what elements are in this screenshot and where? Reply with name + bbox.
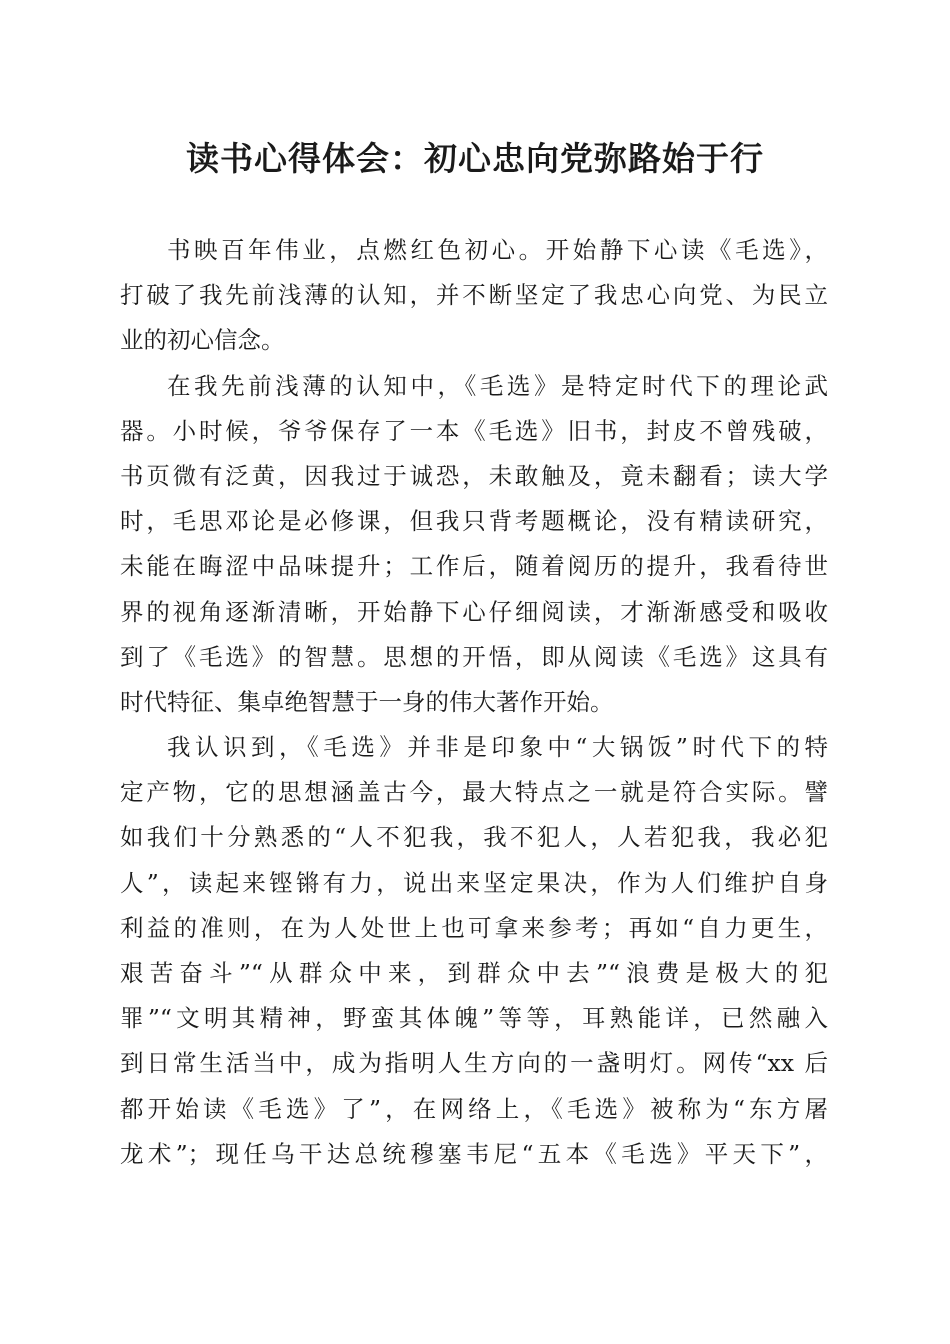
paragraph [120,725,828,1177]
text-line: 在我先前浅薄的认知中，《毛选》是特定时代下的理论武 [167,371,828,400]
paragraph [120,228,828,364]
text-line: 如我们十分熟悉的“人不犯我，我不犯人，人若犯我，我必犯 [120,823,828,852]
text-line: 我认识到，《毛选》并非是印象中“大锅饭”时代下的特 [167,733,828,762]
text-line: 未能在晦涩中品味提升；工作后，随着阅历的提升，我看待世 [120,552,828,581]
text-line: 书映百年伟业，点燃红色初心。开始静下心读《毛选》， [167,236,828,264]
text-line: 都开始读《毛选》了”，在网络上，《毛选》被称为“东方屠 [120,1094,828,1123]
text-line: 到了《毛选》的智慧。思想的开悟，即从阅读《毛选》这具有 [120,642,828,671]
text-line: 人”，读起来铿锵有力，说出来坚定果决，作为人们维护自身 [120,868,828,897]
text-line: 定产物，它的思想涵盖古今，最大特点之一就是符合实际。譬 [120,778,828,807]
text-line: 界的视角逐渐清晰，开始静下心仔细阅读，才渐渐感受和吸收 [120,597,828,626]
paragraph [120,364,828,726]
text-line: 罪”“文明其精神，野蛮其体魄”等等，耳熟能详，已然融入 [120,1004,828,1033]
text-line: 到日常生活当中，成为指明人生方向的一盏明灯。网传“xx 后 [120,1049,828,1078]
text-line: 利益的准则，在为人处世上也可拿来参考；再如“自力更生， [120,913,828,942]
text-line: 打破了我先前浅薄的认知，并不断坚定了我忠心向党、为民立 [120,281,828,310]
document-title: 读书心得体会：初心忠向党弥路始于行 [186,139,764,178]
text-line: 器。小时候，爷爷保存了一本《毛选》旧书，封皮不曾残破， [120,416,828,445]
document-body [120,228,828,1177]
text-line: 业的初心信念。 [120,326,285,355]
text-line: 艰苦奋斗”“从群众中来，到群众中去”“浪费是极大的犯 [120,959,828,987]
text-line: 龙术”；现任乌干达总统穆塞韦尼“五本《毛选》平天下”， [120,1139,828,1168]
text-line: 书页微有泛黄，因我过于诚恐，未敢触及，竟未翻看；读大学 [120,461,828,490]
text-line: 时代特征、集卓绝智慧于一身的伟大著作开始。 [120,687,614,716]
text-line: 时，毛思邓论是必修课，但我只背考题概论，没有精读研究， [120,507,828,536]
